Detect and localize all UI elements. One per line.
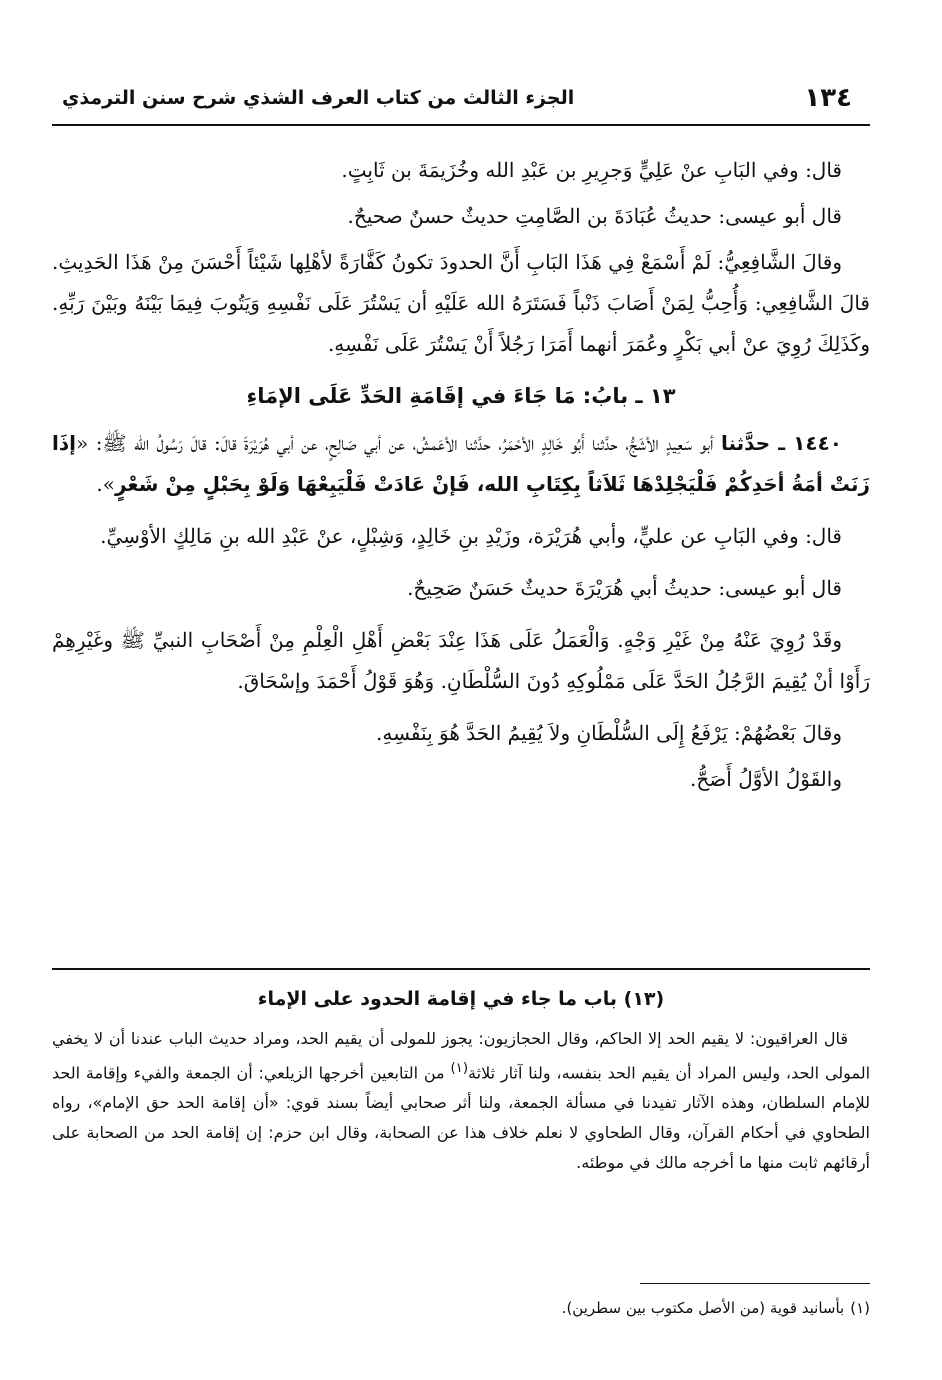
commentary-text: من التابعين أخرجها الزيلعي: أن الجمعة والفيء وإقامة الحد للإمام السلطان، وهذه الآثار تفيدنا في مسألة الجمعة، ولنا أثر صحابي أيضاً بسند قوي: «أن إقامة الحد حق الإمام»، رواه الطحاوي في أحكام القرآن، وقال الطحاوي لا نعلم خلاف هذا عن الصحابة، وقال ابن حزم: إن إقامة الحد من الصحابة على أرقائهم ثابت منها ما أخرجه مالك في موطئه. [52, 1063, 870, 1173]
running-title: الجزء الثالث من كتاب العرف الشذي شرح سنن الترمذي [62, 87, 575, 109]
footnote-reference[interactable]: (١) [450, 1061, 469, 1076]
commentary-text: قال العراقيون: لا يقيم الحد إلا الحاكم، وقال الحجازيون: يجوز للمولى أن يقيم الحد، ومراد حديث الباب عندنا أن لا يخفي المولى الحد، وليس المراد أن يقيم الحد بنفسه، ولنا آثار ثلاثة [52, 1029, 871, 1083]
footnote [52, 1296, 870, 1320]
commentary-paragraph [52, 1024, 870, 1178]
commentary-heading: (١٣) باب ما جاء في إقامة الحدود على الإماء [257, 988, 665, 1010]
main-text [52, 150, 870, 805]
footnote-text: بأسانيد قوية (من الأصل مكتوب بين سطرين). [561, 1299, 845, 1317]
header-rule [52, 124, 870, 126]
paragraph: قال أبو عيسى: حديثُ عُبَادَةَ بن الصَّامِتِ حديثٌ حسنٌ صحيحٌ. [347, 204, 842, 228]
page-header [62, 78, 852, 118]
page-number: ١٣٤ [804, 83, 852, 113]
paragraph: قال أبو عيسى: حديثُ أبي هُرَيْرَةَ حديثٌ حَسَنٌ صَحِيحٌ. [407, 576, 842, 600]
paragraph: قال: وفي البَابِ عن عليٍّ، وأبي هُرَيْرَة، وزَيْدِ بنِ خَالِدٍ، وَشِبْلٍ، عنْ عَبْدِ الله بنِ مَالِكٍ الأوْسِيِّ. [100, 524, 842, 548]
hadith-matn: إذَا زَنَتْ أمَةُ أحَدِكُمْ فَلْيَجْلِدْهَا ثَلاَثاً بِكِتَابِ الله، فَإنْ عَادَتْ فَلْيَبِعْهَا وَلَوْ بِحَبْلٍ مِنْ شَعْرٍ [52, 431, 870, 496]
hadith-chain: أبو سَعِيدٍ الأشَجُّ، حدَّثنا أَبُو خَالِدٍ الأحْمَرُ، حدَّثنا الأعَمشُ، عن أبي صَالِحٍ، عن أبي هُرَيْرَةَ قالَ: قالَ رَسُولُ الله ﷺ: « [75, 431, 721, 455]
footnote-divider [640, 1283, 870, 1284]
hadith-paragraph [52, 423, 870, 505]
paragraph: وقالَ الشَّافِعِيُّ: لَمْ أَسْمَعْ فِي هَذَا البَابِ أَنَّ الحدودَ تكونُ كَفَّارَةً لأهْلِها شَيْئاً أَحْسَنَ مِنْ هَذَا الحَدِيثِ. قالَ الشَّافِعِي: وَأُحِبُّ لِمَنْ أَصَابَ ذَنْباً فَسَتَرَهُ الله عَلَيْهِ أن يَسْتُرَ عَلَى نَفْسِهِ وَيَتُوبَ فِيمَا بَيْنَهُ وبَيْنَ رَبِّهِ. وكَذَلِكَ رُوِيَ عنْ أبي بَكْرٍ وعُمَرَ أنهما أَمَرَا رَجُلاً أَنْ يَسْتُرَ عَلَى نَفْسِهِ. [52, 250, 870, 356]
hadith-number: ١٤٤٠ [793, 431, 842, 455]
paragraph: والقَوْلُ الأوَّلُ أَصَحُّ. [690, 767, 842, 791]
paragraph: قال: وفي البَابِ عنْ عَلِيٍّ وَجرِيرِ بن عَبْدِ الله وخُزَيمَةَ بن ثَابِتٍ. [341, 158, 842, 182]
paragraph: وقَدْ رُوِيَ عَنْهُ مِنْ غَيْرِ وَجْهٍ. وَالْعَمَلُ عَلَى هَذَا عِنْدَ بَعْضِ أَهْلِ الْعِلْمِ مِنْ أَصْحَابِ النبيِّ ﷺ وغَيْرِهِمْ رَأَوْا أنْ يُقِيمَ الرَّجُلُ الحَدَّ عَلَى مَمْلُوكِهِ دُونَ السُّلْطَانِ. وَهُوَ قَوْلُ أَحْمَدَ وإسْحَاقَ. [52, 628, 870, 693]
footnote-marker: (١) [850, 1299, 870, 1317]
chapter-heading: ١٣ ـ بابُ: مَا جَاءَ في إقَامَةِ الحَدِّ عَلَى الإمَاءِ [246, 384, 676, 408]
commentary-divider [52, 968, 870, 970]
commentary-section [52, 984, 870, 1178]
hadith-close: ». [96, 472, 115, 496]
paragraph: وقالَ بَعْضُهُمْ: يَرْفَعُ إِلَى السُّلْطَانِ ولاَ يُقِيمُ الحَدَّ هُوَ بِنَفْسِهِ. [376, 721, 842, 745]
hadith-intro: ـ حدَّثنا [721, 431, 794, 455]
